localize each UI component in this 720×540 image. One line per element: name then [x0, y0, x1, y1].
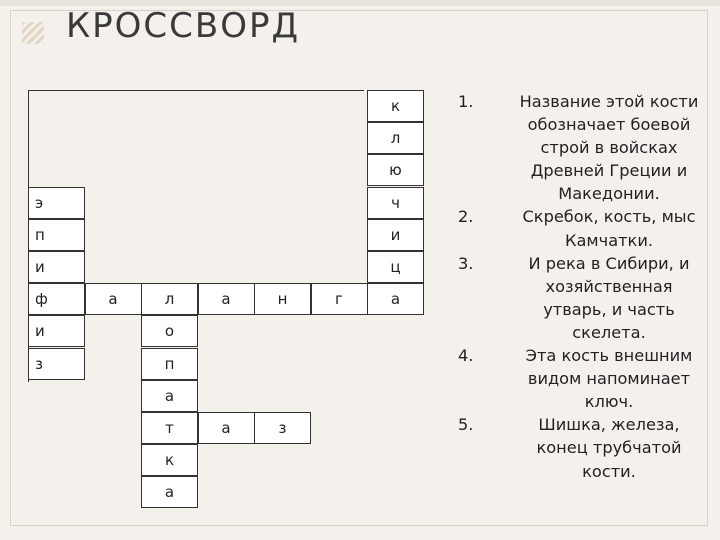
crossword-cell: а [85, 283, 142, 315]
crossword-cell: л [141, 283, 198, 315]
clue-line: Название этой кости [519, 92, 699, 111]
clue-item [458, 90, 716, 205]
crossword-cell: ц [367, 251, 424, 283]
crossword-cell: г [311, 283, 368, 315]
crossword-cell: з [28, 348, 85, 380]
crossword-cell: ч [367, 187, 424, 219]
clue-line: Шишка, железа, [538, 415, 680, 435]
crossword-cell: п [28, 219, 85, 251]
clue-line: хозяйственная [545, 276, 673, 296]
crossword-cell: а [367, 283, 424, 315]
crossword-cell: к [367, 90, 424, 122]
clue-line: утварь, и часть [543, 299, 675, 319]
clue-item [458, 344, 716, 413]
clue-line: строй в войсках [540, 138, 678, 158]
crossword-cell: и [28, 251, 85, 283]
clue-line: обозначает боевой [527, 115, 691, 135]
clue-text [502, 252, 716, 344]
crossword-cell: о [141, 315, 198, 347]
clue-item [458, 205, 716, 251]
crossword-cell: п [141, 348, 198, 380]
clue-item [458, 252, 716, 344]
clue-list [458, 90, 716, 483]
clue-line: скелета. [572, 322, 646, 342]
clue-line: Эта кость внешним [525, 346, 693, 366]
grid-outline-top [28, 90, 364, 91]
crossword-cell: а [198, 412, 255, 444]
crossword-cell: з [254, 412, 311, 444]
clue-text [502, 413, 716, 482]
clue-item [458, 413, 716, 482]
crossword-cell: и [367, 219, 424, 251]
crossword-cell: т [141, 412, 198, 444]
clue-line: видом напоминает [527, 369, 691, 389]
clue-number: 4. [458, 346, 474, 366]
clue-line: кости. [582, 461, 636, 481]
crossword-cell: ю [367, 154, 424, 186]
crossword-cell: н [254, 283, 311, 315]
crossword-cell: а [198, 283, 255, 315]
crossword-cell: а [141, 380, 198, 412]
crossword-cell: а [141, 476, 198, 508]
clue-text [502, 205, 716, 251]
clue-line: ключ. [584, 392, 634, 412]
page-title: КРОССВОРД [66, 6, 301, 46]
clue-line: конец трубчатой [536, 438, 682, 458]
crossword-cell: ф [28, 283, 85, 315]
clue-text [502, 344, 716, 413]
clue-number: 2. [458, 207, 474, 227]
clue-line: И река в Сибири, и [528, 253, 690, 273]
crossword-cell: э [28, 187, 85, 219]
clue-number: 5. [458, 415, 474, 435]
clue-line: Древней Греции и [530, 161, 688, 181]
clue-text [502, 90, 716, 205]
crossword-cell: л [367, 122, 424, 154]
clue-line: Македонии. [558, 184, 660, 204]
clue-line: Скребок, кость, мыс [522, 207, 696, 227]
clue-number: 3. [458, 253, 474, 273]
crossword-cell: к [141, 444, 198, 476]
clue-number: 1. [458, 92, 474, 111]
clue-line: Камчатки. [565, 230, 653, 250]
crossword-cell: и [28, 315, 85, 347]
